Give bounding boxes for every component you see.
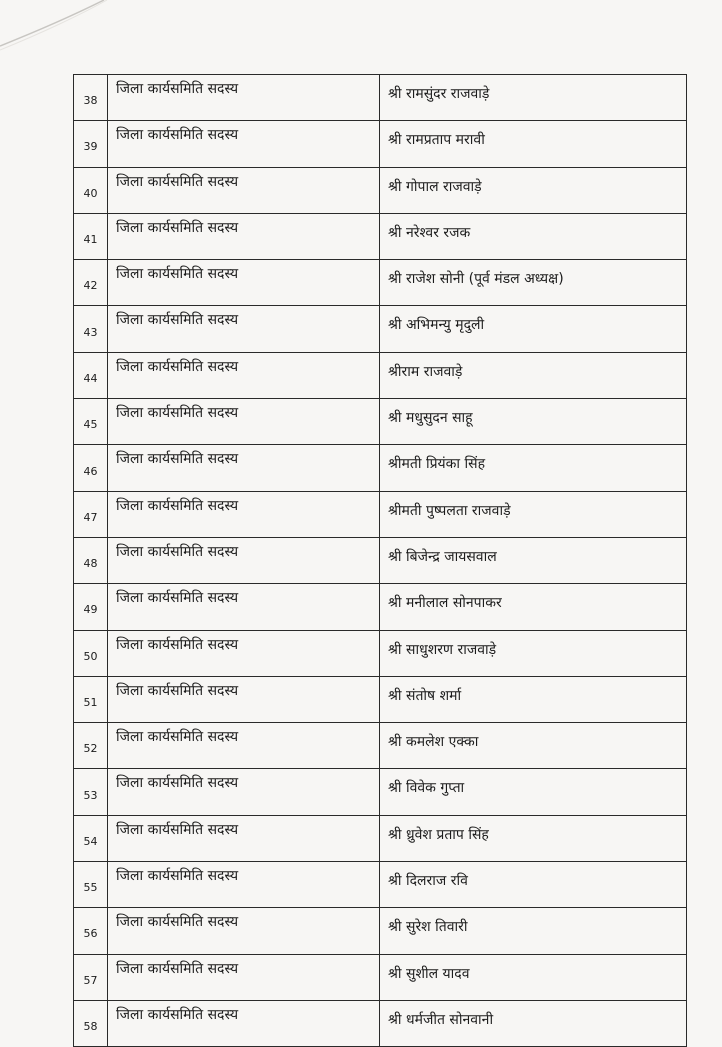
row-post-title: जिला कार्यसमिति सदस्य (108, 723, 380, 769)
row-serial-number: 46 (74, 445, 108, 491)
row-member-name: श्री मनीलाल सोनपाकर (380, 584, 687, 630)
table-row (74, 584, 687, 630)
row-member-name: श्री संतोष शर्मा (380, 676, 687, 722)
row-post-title: जिला कार्यसमिति सदस्य (108, 769, 380, 815)
row-serial-number: 42 (74, 260, 108, 306)
row-serial-number: 43 (74, 306, 108, 352)
table-row (74, 260, 687, 306)
table-row (74, 908, 687, 954)
table-row (74, 862, 687, 908)
row-member-name: श्री नरेश्वर रजक (380, 213, 687, 259)
row-serial-number: 41 (74, 213, 108, 259)
row-serial-number: 48 (74, 537, 108, 583)
row-member-name: श्री धर्मजीत सोनवानी (380, 1000, 687, 1046)
row-post-title: जिला कार्यसमिति सदस्य (108, 584, 380, 630)
row-member-name: श्री रामसुंदर राजवाड़े (380, 75, 687, 121)
row-post-title: जिला कार्यसमिति सदस्य (108, 167, 380, 213)
row-member-name: श्री राजेश सोनी (पूर्व मंडल अध्यक्ष) (380, 260, 687, 306)
row-member-name: श्री सुशील यादव (380, 954, 687, 1000)
row-post-title: जिला कार्यसमिति सदस्य (108, 213, 380, 259)
table-row (74, 75, 687, 121)
table-row (74, 445, 687, 491)
row-post-title: जिला कार्यसमिति सदस्य (108, 75, 380, 121)
table-row (74, 676, 687, 722)
table-row (74, 954, 687, 1000)
table-row (74, 769, 687, 815)
table-row (74, 723, 687, 769)
row-serial-number: 58 (74, 1000, 108, 1046)
row-serial-number: 38 (74, 75, 108, 121)
row-serial-number: 52 (74, 723, 108, 769)
row-member-name: श्री अभिमन्यु मृदुली (380, 306, 687, 352)
row-post-title: जिला कार्यसमिति सदस्य (108, 862, 380, 908)
row-serial-number: 39 (74, 121, 108, 167)
row-member-name: श्री सुरेश तिवारी (380, 908, 687, 954)
row-serial-number: 56 (74, 908, 108, 954)
row-member-name: श्रीमती पुष्पलता राजवाड़े (380, 491, 687, 537)
row-serial-number: 44 (74, 352, 108, 398)
row-post-title: जिला कार्यसमिति सदस्य (108, 352, 380, 398)
row-member-name: श्रीमती प्रियंका सिंह (380, 445, 687, 491)
table-row (74, 630, 687, 676)
row-post-title: जिला कार्यसमिति सदस्य (108, 445, 380, 491)
row-member-name: श्रीराम राजवाड़े (380, 352, 687, 398)
row-serial-number: 53 (74, 769, 108, 815)
row-member-name: श्री कमलेश एक्का (380, 723, 687, 769)
row-member-name: श्री रामप्रताप मरावी (380, 121, 687, 167)
row-serial-number: 55 (74, 862, 108, 908)
row-post-title: जिला कार्यसमिति सदस्य (108, 121, 380, 167)
table-row (74, 121, 687, 167)
row-member-name: श्री दिलराज रवि (380, 862, 687, 908)
row-serial-number: 45 (74, 399, 108, 445)
row-serial-number: 50 (74, 630, 108, 676)
row-post-title: जिला कार्यसमिति सदस्य (108, 630, 380, 676)
table-row (74, 815, 687, 861)
row-member-name: श्री ध्रुवेश प्रताप सिंह (380, 815, 687, 861)
table-row (74, 491, 687, 537)
row-serial-number: 57 (74, 954, 108, 1000)
row-post-title: जिला कार्यसमिति सदस्य (108, 537, 380, 583)
row-serial-number: 47 (74, 491, 108, 537)
row-serial-number: 54 (74, 815, 108, 861)
table-row (74, 306, 687, 352)
row-post-title: जिला कार्यसमिति सदस्य (108, 260, 380, 306)
row-member-name: श्री बिजेन्द्र जायसवाल (380, 537, 687, 583)
table-row (74, 352, 687, 398)
row-post-title: जिला कार्यसमिति सदस्य (108, 1000, 380, 1046)
row-post-title: जिला कार्यसमिति सदस्य (108, 399, 380, 445)
row-member-name: श्री साधुशरण राजवाड़े (380, 630, 687, 676)
row-post-title: जिला कार्यसमिति सदस्य (108, 954, 380, 1000)
row-post-title: जिला कार्यसमिति सदस्य (108, 491, 380, 537)
row-post-title: जिला कार्यसमिति सदस्य (108, 908, 380, 954)
row-serial-number: 49 (74, 584, 108, 630)
row-post-title: जिला कार्यसमिति सदस्य (108, 676, 380, 722)
row-post-title: जिला कार्यसमिति सदस्य (108, 306, 380, 352)
row-post-title: जिला कार्यसमिति सदस्य (108, 815, 380, 861)
member-table (73, 74, 687, 1047)
member-table-body (74, 75, 687, 1047)
row-serial-number: 51 (74, 676, 108, 722)
table-row (74, 213, 687, 259)
row-serial-number: 40 (74, 167, 108, 213)
table-row (74, 167, 687, 213)
table-row (74, 537, 687, 583)
table-row (74, 399, 687, 445)
row-member-name: श्री गोपाल राजवाड़े (380, 167, 687, 213)
row-member-name: श्री मधुसुदन साहू (380, 399, 687, 445)
row-member-name: श्री विवेक गुप्ता (380, 769, 687, 815)
